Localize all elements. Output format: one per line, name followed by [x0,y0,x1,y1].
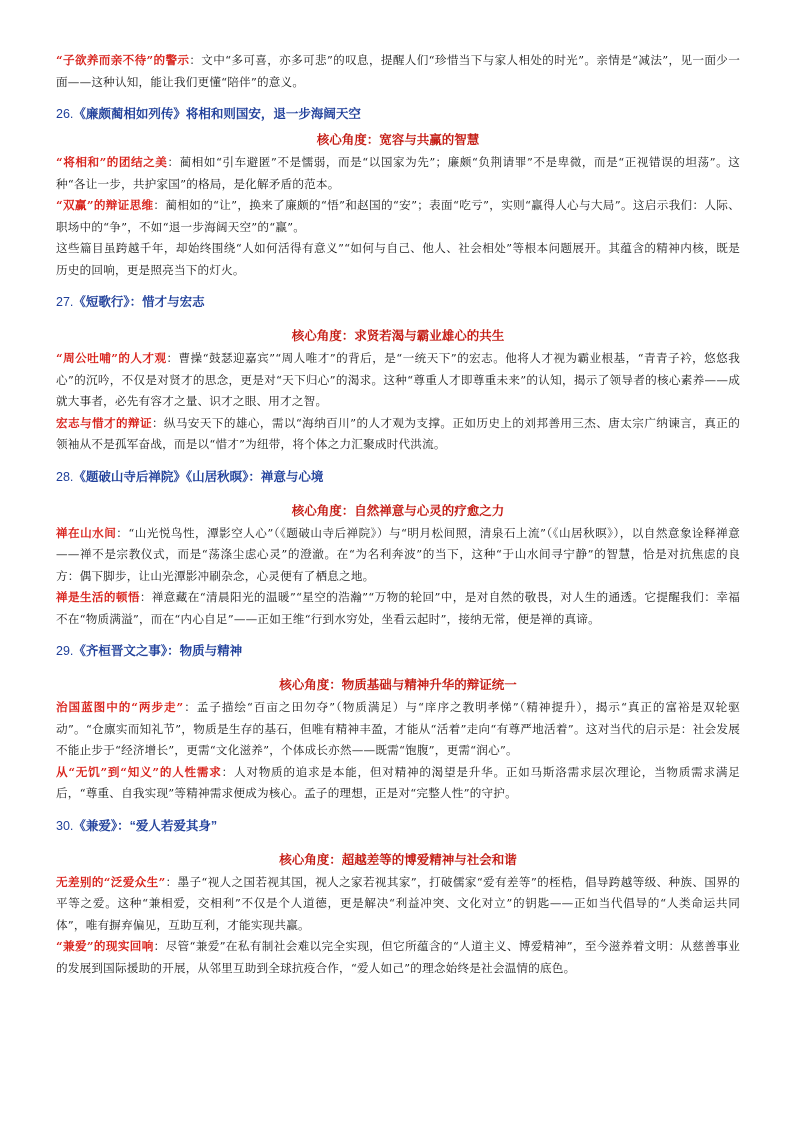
paragraph-26-2: “双赢”的辩证思维：蔺相如的“让”，换来了廉颇的“悟”和赵国的“安”；表面“吃亏”，实则“赢得人心与大局”。这启示我们：人际、职场中的“争”，不如“退一步海阔天空”的“赢”。 [56,198,740,234]
paragraph-30-1: 无差别的“泛爱众生”：墨子“视人之国若视其国，视人之家若视其家”，打破儒家“爱有差等”的桎梏，倡导跨越等级、种族、国界的平等之爱。这种“兼相爱，交相利”不仅是个人道德，更是解决“利益冲突、文化对立”的钥匙——正如当代倡导的“人类命运共同体”，唯有摒弃偏见，互助互利，才能实现共赢。 [56,874,740,932]
paragraph-29-2: 从“无饥”到“知义”的人性需求：人对物质的追求是本能，但对精神的渴望是升华。正如马斯洛需求层次理论，当物质需求满足后，“尊重、自我实现”等精神需求便成为核心。孟子的理想，正是对“完整人性”的守护。 [56,764,740,800]
core-angle-26: 核心角度：宽容与共赢的智慧 [316,132,480,147]
paragraph-filial-warning [56,50,740,93]
section-heading-30: 30.《兼爱》：“爱人若爱其身” [56,818,218,833]
paragraph-26-3: 这些篇目虽跨越千年，却始终围绕“人如何活得有意义”“如何与自己、他人、社会相处”等根本问题展开。其蕴含的精神内核，既是历史的回响，更是照亮当下的灯火。 [56,241,740,277]
keyword: “兼爱”的现实回响 [56,939,154,953]
section-heading-29: 29.《齐桓晋文之事》：物质与精神 [56,644,243,658]
section-title: 《兼爱》：“爱人若爱其身” [73,818,218,833]
core-angle-29: 核心角度：物质基础与精神升华的辩证统一 [279,677,517,692]
section-title: 《题破山寺后禅院》《山居秋暝》：禅意与心境 [73,469,324,484]
keyword: “周公吐哺”的人才观 [56,351,167,365]
section-title: 《短歌行》：惜才与宏志 [73,295,205,309]
paragraph-29-1: 治国蓝图中的“两步走”：孟子描绘“百亩之田勿夺”（物质满足）与“庠序之教明孝悌”（精神提升），揭示“真正的富裕是双轮驱动”。“仓廪实而知礼节”，物质是生存的基石，但唯有精神丰盈，才能从“活着”走向“有尊严地活着”。这对当代的启示是：社会发展不能止步于“经济增长”，更需“文化滋养”，个体成长亦然——既需“饱腹”，更需“润心”。 [56,700,741,757]
paragraph-text: ：文中“多可喜，亦多可悲”的叹息，提醒人们“珍惜当下与家人相处的时光”。亲情是“减法”，见一面少一面——这种认知，能让我们更懂“陪伴”的意义。 [56,53,740,89]
keyword: “子欲养而亲不待”的警示 [56,53,190,67]
keyword: 无差别的“泛爱众生” [56,874,166,889]
core-angle-27: 核心角度：求贤若渴与霸业雄心的共生 [291,328,505,343]
keyword: “将相和”的团结之美 [56,155,168,169]
core-angle-30: 核心角度：超越差等的博爱精神与社会和谐 [279,851,517,867]
core-angle-28: 核心角度：自然禅意与心灵的疗愈之力 [291,502,505,518]
keyword: 宏志与惜才的辩证 [56,415,152,430]
section-title: 《廉颇蔺相如列传》将相和则国安，退一步海阔天空 [73,107,361,121]
keyword: 禅在山水间 [56,525,117,540]
section-heading-27: 27.《短歌行》：惜才与宏志 [56,295,205,309]
paragraph-28-2: 禅是生活的顿悟：禅意藏在“清晨阳光的温暖”“星空的浩瀚”“万物的轮回”中，是对自然的敬畏，对人生的通透。它提醒我们：幸福不在“物质满溢”，而在“内心自足”——正如王维“行到水穷处，坐看云起时”，接纳无常，便是禅的真谛。 [56,590,741,626]
paragraph-30-2: “兼爱”的现实回响：尽管“兼爱”在私有制社会难以完全实现，但它所蕴含的“人道主义、博爱精神”，至今滋养着文明：从慈善事业的发展到国际援助的开展，从邻里互助到全球抗疫合作，“爱人如己”的理念始终是社会温情的底色。 [56,939,740,975]
keyword: 治国蓝图中的“两步走” [56,700,184,714]
keyword: 从“无饥”到“知义”的人性需求 [56,764,222,779]
paragraph-26-1: “将相和”的团结之美：蔺相如“引车避匿”不是懦弱，而是“以国家为先”；廉颇“负荆请罪”不是卑微，而是“正视错误的坦荡”。这种“各让一步，共护家国”的格局，是化解矛盾的范本。 [56,155,740,191]
section-title: 《齐桓晋文之事》：物质与精神 [73,644,243,658]
keyword: “双赢”的辩证思维 [56,198,154,212]
section-heading-26: 26.《廉颇蔺相如列传》将相和则国安，退一步海阔天空 [56,107,361,121]
paragraph-27-1: “周公吐哺”的人才观：曹操“鼓瑟迎嘉宾”“周人唯才”的背后，是“一统天下”的宏志。他将人才视为霸业根基，“青青子衿，悠悠我心”的沉吟，不仅是对贤才的思念，更是对“天下归心”的渴求。这种“尊重人才即尊重未来”的认知，揭示了领导者的核心素养——成就大事者，必先有容才之量、识才之眼、用才之智。 [56,351,740,408]
keyword: 禅是生活的顿悟 [56,590,140,604]
paragraph-27-2: 宏志与惜才的辩证：纵马安天下的雄心，需以“海纳百川”的人才观为支撑。正如历史上的刘邦善用三杰、唐太宗广纳谏言，真正的领袖从不是孤军奋战，而是以“惜才”为纽带，将个体之力汇聚成时代洪流。 [56,415,740,451]
document-page [56,50,740,979]
section-heading-28: 28.《题破山寺后禅院》《山居秋暝》：禅意与心境 [56,469,324,484]
paragraph-28-1: 禅在山水间：“山光悦鸟性，潭影空人心”（《题破山寺后禅院》）与“明月松间照，清泉石上流”（《山居秋暝》），以自然意象诠释禅意——禅不是宗教仪式，而是“荡涤尘虑心灵”的澄澈。在“为名利奔波”的当下，这种“于山水间寻宁静”的智慧，恰是对抗焦虑的良方：偶下脚步，让山光潭影冲刷杂念，心灵便有了栖息之地。 [56,525,740,583]
